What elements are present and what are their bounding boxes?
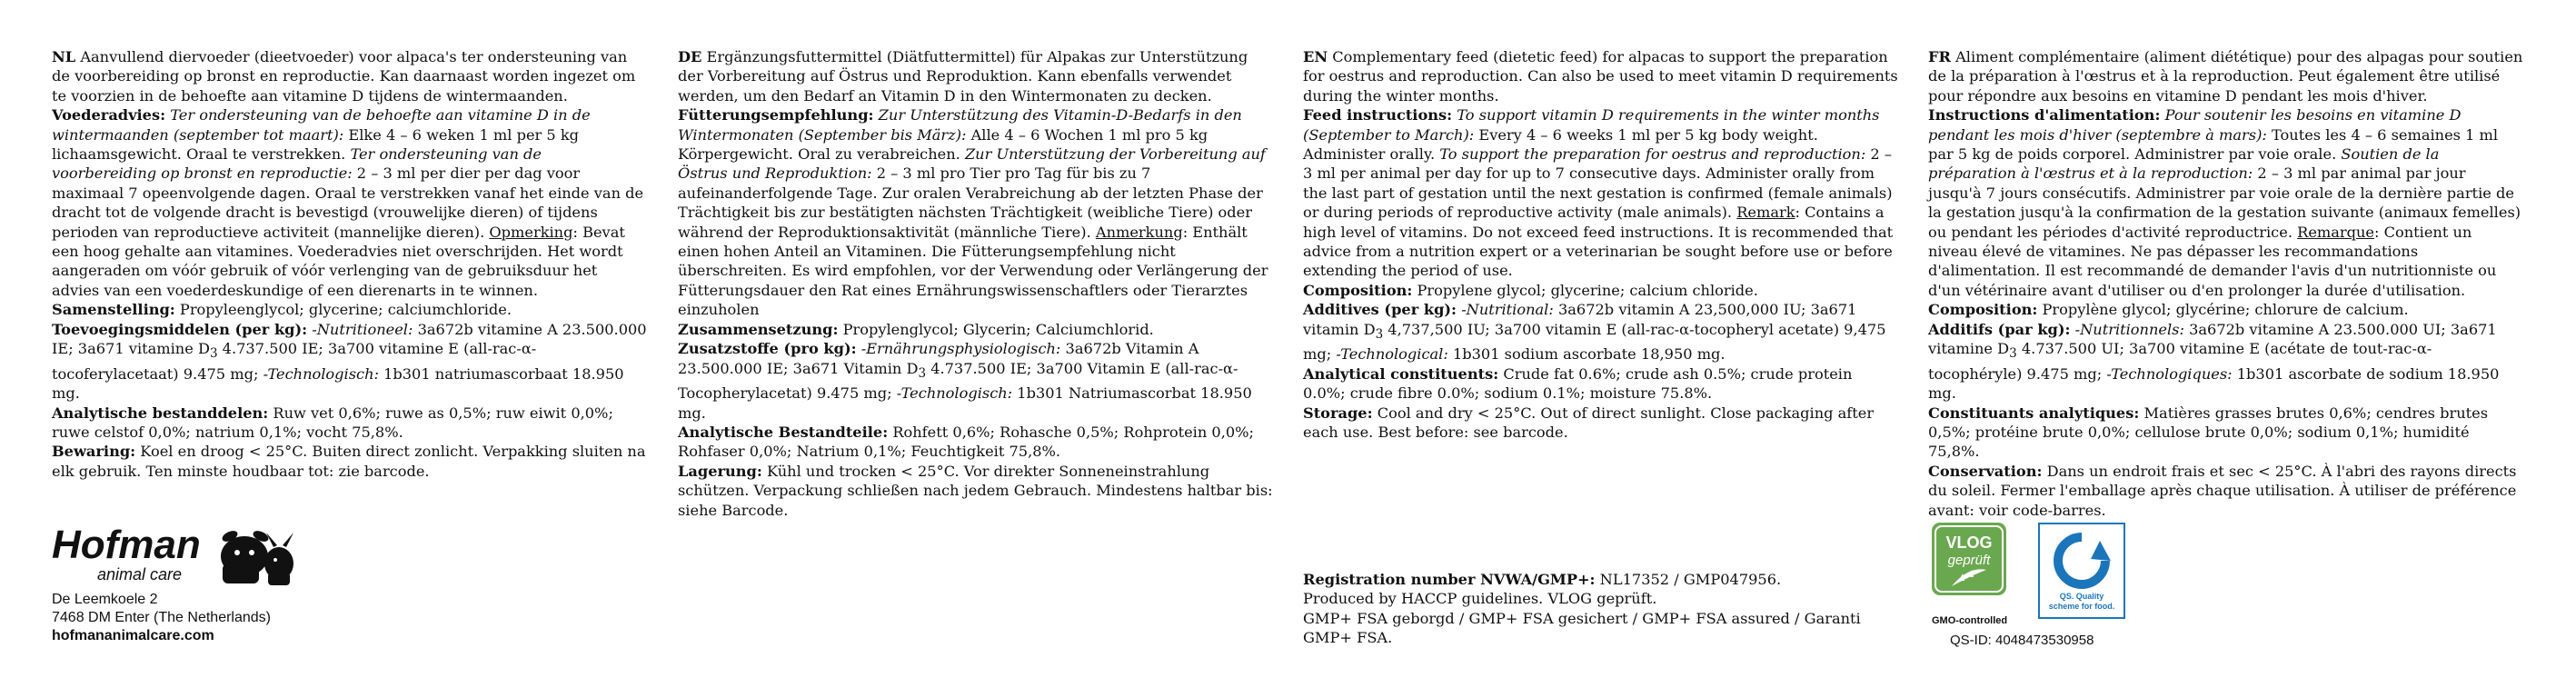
storage-label: Conservation:	[1928, 462, 2043, 480]
gmp-line: GMP+ FSA geborgd / GMP+ FSA gesichert / GMP+ FSA assured / Garanti GMP+ FSA.	[1303, 609, 1861, 647]
storage-text: Kühl und trocken < 25°C. Vor direkter Sonneneinstrahlung schützen. Verpackung schließen nach jedem Gebrauch. Mindestens haltbar bis: siehe Barcode.	[678, 462, 1273, 519]
gmo-label: GMO-controlled	[1932, 615, 2008, 626]
additives-label: Toevoegingsmiddelen (per kg):	[52, 320, 308, 338]
registration-block	[1303, 570, 1885, 648]
qs-badge	[2038, 523, 2125, 619]
storage	[678, 462, 1273, 520]
feed-text-1: Every 4 – 6 weeks 1 ml per 5 kg body weight. Administer orally.	[1303, 125, 1818, 164]
additives-text-2: 4.737.500 UI; 3a700 vitamine E (acétate de tout-rac-α-tocophéryle) 9.475 mg;	[1928, 340, 2432, 383]
composition	[1928, 300, 2523, 319]
feed-italic-2: Ter ondersteuning van de voorbereiding op bronst en reproductie:	[52, 145, 542, 183]
remark-label: Remark	[1736, 204, 1795, 222]
feed-italic-1: To support vitamin D requirements in the winter months (September to March):	[1303, 106, 1880, 144]
feed-italic-2: To support the preparation for oestrus and reproduction:	[1439, 145, 1866, 164]
composition-label: Composition:	[1928, 301, 2038, 319]
analytical-text: Crude fat 0.6%; crude ash 0.5%; crude protein 0.0%; crude fibre 0.0%; sodium 0.1%; moisture 75.8%.	[1303, 364, 1853, 403]
storage	[1303, 404, 1898, 443]
analytical-text: Ruw vet 0,6%; ruwe as 0,5%; ruw eiwit 0,0%; ruwe celstof 0,0%; natrium 0,1%; vocht 75,8%.	[52, 404, 613, 441]
feed-text-2: 2 – 3 ml par animal par jour jusqu'à 7 jours consécutifs. Administrer par voie orale de la dernière partie de la gestation jusqu'à la confirmation de la gestation suivante (animaux femelles) ou pendant les périodes d'activité reproductrice.	[1928, 165, 2521, 241]
additives-italic-2: -Technologiques:	[2106, 364, 2233, 383]
storage	[1928, 462, 2523, 520]
feed-instructions	[678, 105, 1273, 319]
additives-text-3: 1b301 sodium ascorbate 18,950 mg.	[1447, 345, 1726, 364]
column-en	[1303, 47, 1898, 442]
company-address	[52, 591, 271, 645]
analytical	[1303, 364, 1898, 404]
additives-subscript: 3	[2009, 346, 2017, 362]
analytical	[52, 404, 647, 443]
remark-label: Remarque	[2297, 223, 2374, 241]
language-code: DE	[678, 48, 702, 65]
feed-italic-1: Zur Unterstützung des Vitamin-D-Bedarfs in den Wintermonaten (September bis März):	[678, 106, 1242, 144]
additives-text-2: 4.737.500 IE; 3a700 vitamine E (all-rac-α-tocoferylacetaat) 9.475 mg;	[52, 340, 537, 383]
language-code: NL	[52, 48, 76, 65]
intro-text: Aanvullend diervoeder (dieetvoeder) voor alpaca's ter ondersteuning van de voorbereiding op bronst en reproductie. Kan daarnaast worden ingezet om te voorzien in de behoefte aan vitamine D tijdens de wintermaanden.	[52, 48, 636, 105]
additives-label: Additives (per kg):	[1303, 301, 1457, 319]
additives-text-1: 3a672b Vitamin A 23.500.000 IE; 3a671 Vitamin D	[678, 340, 1199, 377]
additives-italic-2: -Technologisch:	[263, 364, 379, 383]
additives-text-1: 3a672b vitamine A 23.500.000 IE; 3a671 vitamine D	[52, 320, 647, 358]
qs-arrow-icon	[2058, 537, 2111, 584]
feed-italic-1: Pour soutenir les besoins en vitamine D pendant les mois d'hiver (septembre à mars):	[1928, 106, 2462, 144]
registration-value: NL17352 / GMP047956.	[1595, 571, 1782, 588]
qs-text-2: scheme for food.	[2048, 602, 2115, 611]
qs-text-1: QS. Quality	[2059, 592, 2104, 601]
analytical-label: Analytische bestanddelen:	[52, 404, 269, 422]
additives	[52, 320, 647, 404]
analytical	[1928, 404, 2523, 462]
language-code: FR	[1928, 48, 1951, 65]
storage-text: Dans un endroit frais et sec < 25°C. À l'abri des rayons directs du soleil. Fermer l'emballage après chaque utilisation. À utiliser de préférence avant: voir code-barres.	[1928, 462, 2517, 519]
intro-paragraph	[1303, 47, 1898, 105]
additives-text-3: 1b301 natriumascorbaat 18.950 mg.	[52, 364, 624, 403]
feed-label: Fütterungsempfehlung:	[678, 106, 874, 125]
composition-label: Samenstelling:	[52, 301, 175, 319]
additives-label: Zusatzstoffe (pro kg):	[678, 340, 857, 358]
additives-text-1: 3a672b vitamin A 23,500,000 IU; 3a671 vitamin D	[1303, 301, 1857, 338]
feed-text-2: 2 – 3 ml per dier per dag voor maximaal 7 opeenvolgende dagen. Oraal te verstrekken vanaf het einde van de dracht tot de volgende dracht is bevestigd (vrouwelijke dieren) of tijdens perioden van reproductieve activiteit (mannelijke dieren).	[52, 165, 644, 241]
additives-subscript: 3	[1375, 326, 1384, 342]
remark-text: : Enthält einen hohen Anteil an Vitaminen. Die Fütterungsempfehlung nicht überschreiten. Es wird empfohlen, vor der Verwendung oder Verlängerung der Fütterungsdauer den Rat eines Ernährungswissenschaftlers oder Tierarztes einzuholen	[678, 223, 1268, 319]
storage	[52, 442, 647, 481]
vlog-badge	[1932, 523, 2006, 595]
analytical-label: Analytische Bestandteile:	[678, 423, 889, 441]
feed-text-1: Elke 4 – 6 weken 1 ml per 5 kg lichaamsgewicht. Oraal te verstrekken.	[52, 125, 580, 164]
leaf-icon	[1952, 569, 1986, 586]
additives	[1928, 320, 2523, 404]
composition-label: Composition:	[1303, 281, 1413, 299]
address-line-2: 7468 DM Enter (The Netherlands)	[52, 610, 271, 625]
intro-text: Aliment complémentaire (aliment diététique) pour des alpagas pour soutien de la préparation à l'œstrus et à la reproduction. Peut également être utilisé pour répondre aux besoins en vitamine D pendant les mois d'hiver.	[1928, 48, 2523, 105]
vlog-title: VLOG	[1945, 533, 1993, 552]
intro-text: Ergänzungsfuttermittel (Diätfuttermittel) für Alpakas zur Unterstützung der Vorbereitung auf Östrus und Reproduktion. Kann ebenfalls verwendet werden, um den Bedarf an Vitamin D in den Wintermonaten zu decken.	[678, 48, 1248, 105]
intro-paragraph	[678, 47, 1273, 105]
additives-italic-1: -Nutritioneel:	[307, 320, 413, 338]
additives-italic-1: -Nutritionnels:	[2070, 320, 2184, 338]
additives-italic-1: -Ernährungsphysiologisch:	[856, 340, 1061, 358]
analytical-label: Analytical constituents:	[1303, 364, 1499, 383]
intro-paragraph	[1928, 47, 2523, 105]
remark-label: Opmerking	[489, 223, 573, 241]
remark-text: : Contains a high level of vitamins. Do not exceed feed instructions. It is recommended that advice from a nutrition expert or a veterinarian be sought before use or before extending the period of use.	[1303, 204, 1894, 280]
composition	[52, 300, 647, 319]
intro-paragraph	[52, 47, 647, 105]
feed-text-1: Toutes les 4 – 6 semaines 1 ml par 5 kg de poids corporel. Administrer par voie orale.	[1928, 125, 2499, 164]
feed-italic-2: Zur Unterstützung der Vorbereitung auf Östrus und Reproduktion:	[678, 145, 1266, 183]
column-fr	[1928, 47, 2523, 520]
additives-subscript: 3	[918, 365, 927, 381]
haccp-line: Produced by HACCP guidelines. VLOG geprüft.	[1303, 590, 1657, 608]
brand-name: Hofman	[52, 523, 201, 567]
hofman-logo-svg	[52, 520, 297, 593]
additives-label: Additifs (par kg):	[1928, 320, 2071, 338]
composition-label: Zusammensetzung:	[678, 320, 839, 338]
composition-text: Propylene glycol; glycerine; calcium chloride.	[1412, 281, 1758, 299]
feed-instructions	[1928, 105, 2523, 300]
feed-italic-2: Soutien de la préparation à l'œstrus et à la reproduction:	[1928, 145, 2440, 183]
additives	[678, 339, 1273, 423]
additives-subscript: 3	[209, 346, 218, 362]
animal-silhouette-icon	[221, 529, 293, 585]
additives	[1303, 300, 1898, 364]
analytical-label: Constituants analytiques:	[1928, 404, 2140, 422]
feed-text-1: Alle 4 – 6 Wochen 1 ml pro 5 kg Körpergewicht. Oral zu verabreichen.	[678, 125, 1208, 164]
storage-text: Koel en droog < 25°C. Buiten direct zonlicht. Verpakking sluiten na elk gebruik. Ten minste houdbaar tot: zie barcode.	[52, 443, 646, 480]
remark-text: : Bevat een hoog gehalte aan vitamines. Voederadvies niet overschrijden. Het wordt aangeraden om vóór gebruik of vóór verlenging van de gebruiksduur het advies van een voederdeskundige of een dierenarts in te winnen.	[52, 223, 625, 299]
additives-text-2: 4,737,500 IU; 3a700 vitamin E (all-rac-α-tocopheryl acetate) 9,475 mg;	[1303, 320, 1886, 364]
website-link[interactable]: hofmananimalcare.com	[52, 628, 214, 643]
brand-tagline: animal care	[97, 565, 183, 583]
additives-text-3: 1b301 ascorbate de sodium 18.950 mg.	[1928, 364, 2500, 403]
qs-id: QS-ID: 4048473530958	[1950, 633, 2094, 648]
feed-text-2: 2 – 3 ml pro Tier pro Tag für bis zu 7 aufeinanderfolgende Tage. Zur oralen Verabreichung ab der letzten Phase der Trächtigkeit bis zur bestätigten nächsten Trächtigkeit (weibliche Tiere) oder während der Reproduktionsaktivität (männliche Tiere).	[678, 165, 1263, 241]
feed-label: Feed instructions:	[1303, 106, 1453, 125]
composition	[1303, 281, 1898, 300]
composition-text: Propylène glycol; glycérine; chlorure de calcium.	[2037, 301, 2409, 319]
composition	[678, 320, 1273, 339]
remark-label: Anmerkung	[1095, 223, 1183, 241]
registration-label: Registration number NVWA/GMP+:	[1303, 571, 1596, 588]
additives-italic-1: -Nutritional:	[1457, 301, 1554, 319]
storage-label: Storage:	[1303, 404, 1373, 422]
storage-label: Bewaring:	[52, 443, 136, 461]
language-code: EN	[1303, 48, 1328, 65]
additives-text-2: 4.737.500 IE; 3a700 Vitamin E (all-rac-α-Tocopherylacetat) 9.475 mg;	[678, 359, 1238, 403]
column-nl	[52, 47, 647, 481]
analytical-text: Rohfett 0,6%; Rohasche 0,5%; Rohprotein 0,0%; Rohfaser 0,0%; Natrium 0,1%; Feuchtigkeit 75,8%.	[678, 423, 1255, 461]
intro-text: Complementary feed (dietetic feed) for alpacas to support the preparation for oestrus and reproduction. Can also be used to meet vitamin D requirements during the winter months.	[1303, 48, 1898, 105]
feed-italic-1: Ter ondersteuning van de behoefte aan vitamine D in de wintermaanden (september tot maart):	[52, 106, 591, 144]
remark-text: : Contient un niveau élevé de vitamines. Ne pas dépasser les recommandations d'alimentation. Il est recommandé de demander l'avis d'un nutritionniste ou d'un vétérinaire avant d'utiliser ou d'en prolonger la durée d'utilisation.	[1928, 223, 2497, 299]
storage-label: Lagerung:	[678, 462, 762, 480]
feed-label: Voederadvies:	[52, 106, 166, 125]
additives-text-3: 1b301 Natriumascorbat 18.950 mg.	[678, 384, 1252, 422]
feed-instructions	[52, 105, 647, 300]
feed-text-2: 2 – 3 ml per animal per day for up to 7 consecutive days. Administer orally from the last part of gestation until the next gestation is confirmed (female animals) or during periods of reproductive activity (male animals).	[1303, 145, 1893, 222]
additives-italic-2: -Technologisch:	[896, 384, 1013, 403]
vlog-subtitle: geprüft	[1947, 553, 1991, 568]
additives-italic-2: -Technological:	[1336, 345, 1448, 364]
analytical	[678, 423, 1273, 462]
storage-text: Cool and dry < 25°C. Out of direct sunlight. Close packaging after each use. Best before: see barcode.	[1303, 404, 1875, 441]
address-line-1: De Leemkoele 2	[52, 592, 158, 607]
column-de	[678, 47, 1273, 520]
composition-text: Propyleenglycol; glycerine; calciumchloride.	[174, 301, 512, 319]
feed-instructions	[1303, 105, 1898, 281]
composition-text: Propylenglycol; Glycerin; Calciumchlorid.	[838, 320, 1154, 338]
feed-label: Instructions d'alimentation:	[1928, 106, 2161, 125]
analytical-text: Matières grasses brutes 0,6%; cendres brutes 0,5%; protéine brute 0,0%; cellulose brute 0,0%; sodium 0,1%; humidité 75,8%.	[1928, 404, 2489, 461]
additives-text-1: 3a672b vitamine A 23.500.000 UI; 3a671 vitamine D	[1928, 320, 2497, 358]
